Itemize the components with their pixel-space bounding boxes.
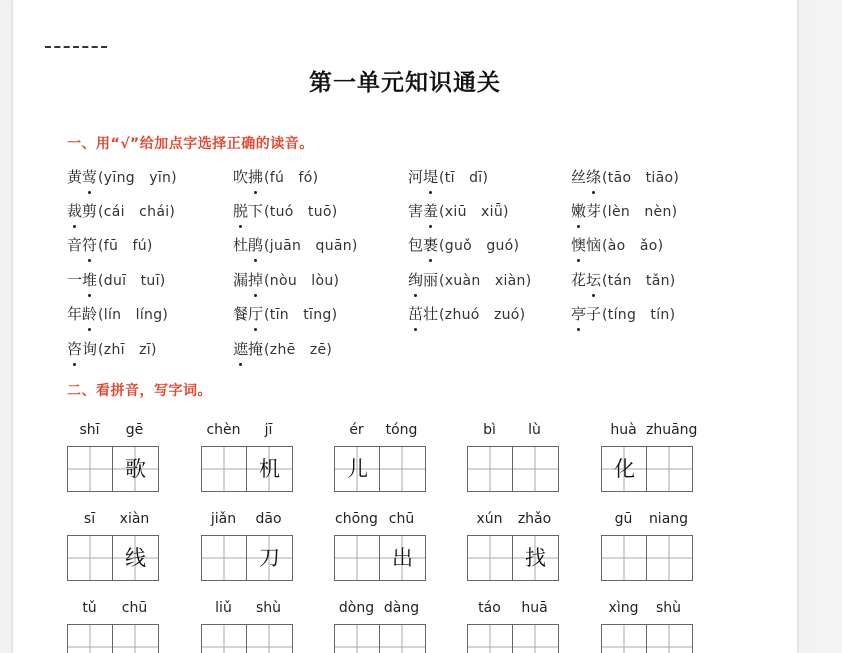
word-char: 子 — [586, 305, 602, 323]
pinyin-syllable: ér — [349, 422, 364, 438]
pinyin-line — [334, 511, 482, 533]
document-page — [13, 0, 797, 653]
writing-box[interactable] — [335, 447, 380, 491]
written-char: 机 — [259, 457, 280, 481]
pinyin-options: (cái chái) — [98, 204, 176, 220]
pinyin-options: (nòu lòu) — [264, 273, 340, 289]
pinyin-choice-item — [233, 269, 339, 290]
pinyin-options: (xiū xiǖ) — [439, 204, 509, 220]
written-char — [647, 447, 692, 491]
pinyin-choice-item — [408, 166, 488, 187]
written-char: 线 — [125, 546, 146, 570]
pinyin-line — [201, 511, 349, 533]
written-char — [513, 447, 558, 491]
tianzige-grid — [201, 535, 293, 581]
pinyin-choice-item — [233, 234, 358, 255]
pinyin-options: (lèn nèn) — [602, 204, 678, 220]
pinyin-syllable: zhuāng — [646, 422, 698, 438]
writing-box[interactable] — [513, 536, 558, 580]
pinyin-choice-item — [233, 338, 332, 359]
pinyin-syllable: lù — [528, 422, 541, 438]
pinyin-line — [67, 511, 215, 533]
pinyin-options: (lín líng) — [98, 307, 169, 323]
written-char — [468, 536, 513, 580]
pinyin-writing-cell — [67, 422, 215, 502]
choice-word — [408, 202, 438, 220]
pinyin-syllable: huā — [521, 600, 548, 616]
pinyin-syllable: liǔ — [215, 600, 232, 616]
pinyin-options: (duī tuī) — [98, 273, 166, 289]
word-char: 音 — [67, 236, 83, 254]
writing-box[interactable] — [468, 625, 513, 653]
written-char — [113, 625, 158, 653]
pinyin-line — [467, 422, 615, 444]
written-char — [468, 625, 513, 653]
choice-word — [67, 168, 97, 186]
dotted-char: 绦 — [586, 168, 602, 186]
pinyin-line — [601, 600, 749, 622]
pinyin-writing-cell — [601, 511, 749, 591]
dotted-char: 厅 — [248, 305, 264, 323]
pinyin-syllable: dāo — [255, 511, 282, 527]
pinyin-options: (yīng yīn) — [98, 170, 177, 186]
word-char: 杜 — [233, 236, 249, 254]
dotted-char: 堆 — [82, 271, 98, 289]
written-char: 找 — [525, 546, 546, 570]
choice-word — [571, 236, 601, 254]
tianzige-grid — [201, 446, 293, 492]
pinyin-choice-item — [233, 166, 318, 187]
written-char — [68, 447, 113, 491]
pinyin-options: (xuàn xiàn) — [439, 273, 532, 289]
pinyin-writing-cell — [601, 422, 749, 502]
writing-box[interactable] — [647, 536, 692, 580]
choice-word — [408, 305, 438, 323]
pinyin-syllable: tǔ — [82, 600, 97, 616]
choice-word — [67, 202, 97, 220]
writing-box[interactable] — [647, 447, 692, 491]
dotted-char: 拂 — [248, 168, 264, 186]
word-char: 芽 — [586, 202, 602, 220]
pinyin-syllable: bì — [483, 422, 496, 438]
dotted-char: 懊 — [571, 236, 587, 254]
tianzige-grid — [201, 624, 293, 653]
tianzige-grid — [467, 446, 559, 492]
pinyin-line — [201, 600, 349, 622]
tianzige-grid — [67, 446, 159, 492]
pinyin-syllable: táo — [478, 600, 501, 616]
pinyin-syllable: niang — [648, 511, 689, 527]
pinyin-choice-item — [571, 269, 676, 290]
writing-box[interactable] — [602, 447, 647, 491]
section-1-heading: 一、用“√”给加点字选择正确的读音。 — [67, 136, 314, 152]
dotted-char: 莺 — [82, 168, 98, 186]
choice-word — [67, 340, 97, 358]
pinyin-choice-item — [233, 303, 337, 324]
word-char: 花 — [571, 271, 587, 289]
writing-box[interactable] — [68, 536, 113, 580]
pinyin-syllable: chōng — [335, 511, 378, 527]
pinyin-syllable: gē — [125, 422, 144, 438]
writing-box[interactable] — [602, 536, 647, 580]
choice-word — [67, 271, 97, 289]
writing-box[interactable] — [468, 536, 513, 580]
pinyin-choice-item — [571, 303, 675, 324]
dotted-char: 龄 — [82, 305, 98, 323]
pinyin-writing-cell — [601, 600, 749, 653]
dotted-char: 鹃 — [248, 236, 264, 254]
pinyin-choice-item — [571, 200, 677, 221]
word-char: 恼 — [586, 236, 602, 254]
word-char: 丽 — [423, 271, 439, 289]
word-char: 河 — [408, 168, 424, 186]
pinyin-options: (fū fú) — [98, 238, 153, 254]
pinyin-writing-cell — [201, 600, 349, 653]
tianzige-grid — [601, 446, 693, 492]
written-char: 刀 — [259, 546, 280, 570]
tianzige-grid — [467, 535, 559, 581]
pinyin-options: (fú fó) — [264, 170, 319, 186]
word-char: 一 — [67, 271, 83, 289]
dotted-char: 裹 — [423, 236, 439, 254]
pinyin-line — [467, 511, 615, 533]
writing-box[interactable] — [68, 447, 113, 491]
pinyin-line — [67, 600, 215, 622]
pinyin-writing-cell — [467, 422, 615, 502]
word-char: 年 — [67, 305, 83, 323]
pinyin-writing-cell — [67, 600, 215, 653]
tianzige-grid — [334, 624, 426, 653]
pinyin-writing-cell — [201, 422, 349, 502]
pinyin-choice-item — [408, 200, 509, 221]
pinyin-writing-cell — [334, 511, 482, 591]
pinyin-options: (tīn tīng) — [264, 307, 338, 323]
tianzige-grid — [601, 535, 693, 581]
choice-word — [571, 271, 601, 289]
pinyin-writing-cell — [467, 511, 615, 591]
written-char — [68, 536, 113, 580]
word-char: 害 — [408, 202, 424, 220]
pinyin-line — [334, 422, 482, 444]
pinyin-syllable: shù — [655, 600, 682, 616]
writing-box[interactable] — [335, 536, 380, 580]
choice-word — [67, 236, 97, 254]
pinyin-choice-item — [67, 269, 166, 290]
written-char — [202, 447, 247, 491]
pinyin-choice-item — [408, 303, 525, 324]
dotted-char: 羞 — [423, 202, 439, 220]
writing-box[interactable] — [513, 625, 558, 653]
word-char: 下 — [248, 202, 264, 220]
pinyin-options: (tuó tuō) — [264, 204, 338, 220]
dotted-char: 绚 — [408, 271, 424, 289]
pinyin-writing-cell — [334, 600, 482, 653]
dotted-char: 掉 — [248, 271, 264, 289]
written-char: 歌 — [125, 457, 146, 481]
word-char: 包 — [408, 236, 424, 254]
pinyin-choice-item — [408, 234, 519, 255]
dotted-char: 坛 — [586, 271, 602, 289]
pinyin-choice-item — [408, 269, 532, 290]
pinyin-writing-cell — [467, 600, 615, 653]
tianzige-grid — [334, 535, 426, 581]
pinyin-options: (tán tǎn) — [602, 273, 676, 289]
page-title: 第一单元知识通关 — [309, 69, 501, 96]
word-char: 漏 — [233, 271, 249, 289]
dotted-char: 嫩 — [571, 202, 587, 220]
pinyin-options: (tī dī) — [439, 170, 489, 186]
writing-box[interactable] — [247, 536, 292, 580]
pinyin-choice-item — [571, 234, 663, 255]
pinyin-choice-item — [67, 200, 175, 221]
pinyin-syllable: sī — [83, 511, 96, 527]
written-char — [68, 625, 113, 653]
choice-word — [233, 340, 263, 358]
pinyin-line — [201, 422, 349, 444]
written-char — [647, 625, 692, 653]
writing-box[interactable] — [380, 625, 425, 653]
written-char — [202, 625, 247, 653]
tianzige-grid — [601, 624, 693, 653]
word-char: 询 — [82, 340, 98, 358]
written-char — [335, 536, 380, 580]
writing-box[interactable] — [647, 625, 692, 653]
writing-box[interactable] — [202, 625, 247, 653]
pinyin-syllable: xiàn — [119, 511, 150, 527]
word-char: 吹 — [233, 168, 249, 186]
pinyin-syllable: huà — [610, 422, 637, 438]
word-char: 餐 — [233, 305, 249, 323]
pinyin-options: (tāo tiāo) — [602, 170, 680, 186]
pinyin-line — [601, 422, 749, 444]
pinyin-syllable: chèn — [206, 422, 241, 438]
writing-box[interactable] — [113, 447, 158, 491]
pinyin-choice-item — [67, 234, 153, 255]
word-char: 黄 — [67, 168, 83, 186]
pinyin-writing-cell — [334, 422, 482, 502]
tianzige-grid — [67, 535, 159, 581]
written-char — [513, 625, 558, 653]
written-char — [380, 625, 425, 653]
pinyin-syllable: zhǎo — [517, 511, 552, 527]
pinyin-choice-item — [67, 338, 157, 359]
written-char — [602, 625, 647, 653]
dotted-char: 符 — [82, 236, 98, 254]
writing-box[interactable] — [380, 536, 425, 580]
pinyin-syllable: jiǎn — [210, 511, 237, 527]
tianzige-grid — [467, 624, 559, 653]
pinyin-options: (zhuó zuó) — [439, 307, 526, 323]
header-dash-mark — [45, 46, 107, 54]
pinyin-syllable: xìng — [608, 600, 639, 616]
pinyin-choice-item — [67, 166, 177, 187]
written-char: 儿 — [347, 457, 368, 481]
writing-box[interactable] — [202, 536, 247, 580]
pinyin-choice-item — [233, 200, 338, 221]
pinyin-line — [467, 600, 615, 622]
section-2-heading: 二、看拼音，写字词。 — [67, 383, 212, 399]
pinyin-syllable: gū — [614, 511, 633, 527]
writing-box[interactable] — [602, 625, 647, 653]
writing-box[interactable] — [335, 625, 380, 653]
writing-box[interactable] — [247, 447, 292, 491]
choice-word — [67, 305, 97, 323]
written-char: 化 — [614, 457, 635, 481]
word-char: 壮 — [423, 305, 439, 323]
pinyin-syllable: tóng — [385, 422, 418, 438]
pinyin-syllable: jī — [264, 422, 273, 438]
writing-box[interactable] — [68, 625, 113, 653]
writing-box[interactable] — [468, 447, 513, 491]
written-char — [468, 447, 513, 491]
pinyin-syllable: shī — [79, 422, 100, 438]
choice-word — [571, 168, 601, 186]
pinyin-line — [334, 600, 482, 622]
pinyin-options: (ào ǎo) — [602, 238, 664, 254]
written-char — [247, 625, 292, 653]
scrollbar-track[interactable] — [816, 0, 842, 653]
pinyin-options: (tíng tín) — [602, 307, 676, 323]
choice-word — [571, 202, 601, 220]
choice-word — [233, 236, 263, 254]
choice-word — [233, 305, 263, 323]
writing-box[interactable] — [513, 447, 558, 491]
word-char: 丝 — [571, 168, 587, 186]
writing-box[interactable] — [202, 447, 247, 491]
choice-word — [571, 305, 601, 323]
written-char — [202, 536, 247, 580]
choice-word — [233, 271, 263, 289]
word-char: 剪 — [82, 202, 98, 220]
pinyin-choice-item — [571, 166, 679, 187]
choice-word — [408, 236, 438, 254]
dotted-char: 脱 — [233, 202, 249, 220]
pinyin-syllable: chū — [388, 511, 415, 527]
pinyin-choice-item — [67, 303, 168, 324]
pinyin-writing-cell — [201, 511, 349, 591]
choice-word — [408, 271, 438, 289]
writing-box[interactable] — [113, 536, 158, 580]
tianzige-grid — [334, 446, 426, 492]
pinyin-syllable: dàng — [383, 600, 420, 616]
tianzige-grid — [67, 624, 159, 653]
pinyin-syllable: dòng — [338, 600, 375, 616]
pinyin-options: (guǒ guó) — [439, 238, 520, 254]
dotted-char: 茁 — [408, 305, 424, 323]
writing-box[interactable] — [113, 625, 158, 653]
writing-box[interactable] — [380, 447, 425, 491]
dotted-char: 裁 — [67, 202, 83, 220]
dotted-char: 亭 — [571, 305, 587, 323]
pinyin-line — [601, 511, 749, 533]
pinyin-syllable: xún — [476, 511, 503, 527]
written-char — [602, 536, 647, 580]
written-char — [647, 536, 692, 580]
dotted-char: 咨 — [67, 340, 83, 358]
pinyin-syllable: shù — [255, 600, 282, 616]
pinyin-syllable: chū — [121, 600, 148, 616]
word-char: 掩 — [248, 340, 264, 358]
written-char: 出 — [392, 546, 413, 570]
choice-word — [233, 202, 263, 220]
written-char — [380, 447, 425, 491]
dotted-char: 遮 — [233, 340, 249, 358]
choice-word — [408, 168, 438, 186]
pinyin-writing-cell — [67, 511, 215, 591]
dotted-char: 堤 — [423, 168, 439, 186]
choice-word — [233, 168, 263, 186]
pinyin-options: (zhī zī) — [98, 342, 157, 358]
pinyin-line — [67, 422, 215, 444]
pinyin-options: (zhē zē) — [264, 342, 333, 358]
pinyin-options: (juān quān) — [264, 238, 358, 254]
writing-box[interactable] — [247, 625, 292, 653]
written-char — [335, 625, 380, 653]
